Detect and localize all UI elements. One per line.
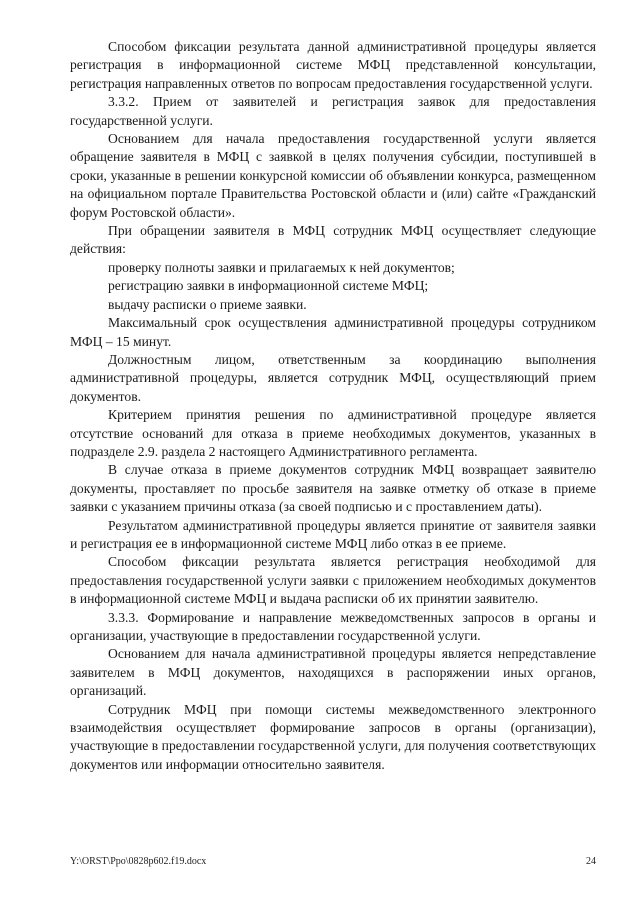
file-path: Y:\ORST\Ppo\0828p602.f19.docx	[70, 856, 207, 867]
list-item: выдачу расписки о приеме заявки.	[108, 296, 307, 312]
list-item: регистрацию заявки в информационной системе МФЦ;	[108, 278, 429, 294]
paragraph: Должностным лицом, ответственным за координацию выполнения административной процедуры, является сотрудник МФЦ, осуществляющий прием документов.	[70, 351, 596, 404]
document-body	[70, 38, 596, 774]
paragraph: При обращении заявителя в МФЦ сотрудник МФЦ осуществляет следующие действия:	[70, 223, 596, 257]
paragraph: В случае отказа в приеме документов сотрудник МФЦ возвращает заявителю документы, проставляет по просьбе заявителя на заявке отметку об отказе в приеме заявки с указанием причины отказа (за своей подписью и с проставлением даты).	[70, 462, 596, 515]
list-item: проверку полноты заявки и прилагаемых к ней документов;	[108, 259, 455, 275]
paragraph: Результатом административной процедуры является принятие от заявителя заявки и регистрация ее в информационной системе МФЦ либо отказ в ее приеме.	[70, 517, 596, 551]
paragraph: Критерием принятия решения по административной процедуре является отсутствие оснований для отказа в приеме необходимых документов, указанных в подразделе 2.9. раздела 2 настоящего Административного регламента.	[70, 407, 596, 459]
paragraph: Максимальный срок осуществления административной процедуры сотрудником МФЦ – 15 минут.	[70, 315, 596, 349]
paragraph: Основанием для начала административной процедуры является непредставление заявителем в МФЦ документов, находящихся в распоряжении иных органов, организаций.	[70, 646, 596, 699]
page-number: 24	[586, 856, 596, 867]
paragraph: Способом фиксации результата является регистрация необходимой для предоставления государственной услуги заявки с приложением необходимых документов в информационной системе МФЦ и выдача расписки об их принятии заявителю.	[70, 554, 596, 607]
paragraph: 3.3.2. Прием от заявителей и регистрация заявок для предоставления государственной услуги.	[70, 94, 596, 128]
paragraph: Способом фиксации результата данной административной процедуры является регистрация в информационной системе МФЦ представленной консультации, регистрация направленных ответов по вопросам предоставления государственной услуги.	[70, 39, 596, 91]
paragraph: Сотрудник МФЦ при помощи системы межведомственного электронного взаимодействия осуществляет формирование запросов в органы (организации), участвующие в предоставлении государственной услуги, для получения соответствующих документов или информации относительно заявителя.	[70, 701, 596, 772]
paragraph: Основанием для начала предоставления государственной услуги является обращение заявителя в МФЦ с заявкой в целях получения субсидии, поступившей в сроки, указанные в решении конкурсной комиссии об объявлении конкурса, размещенном на официальном портале Правительства Ростовской области и (или) сайте «Гражданский форум Ростовской области».	[70, 131, 596, 220]
paragraph: 3.3.3. Формирование и направление межведомственных запросов в органы и организации, участвующие в предоставлении государственной услуги.	[70, 609, 596, 643]
